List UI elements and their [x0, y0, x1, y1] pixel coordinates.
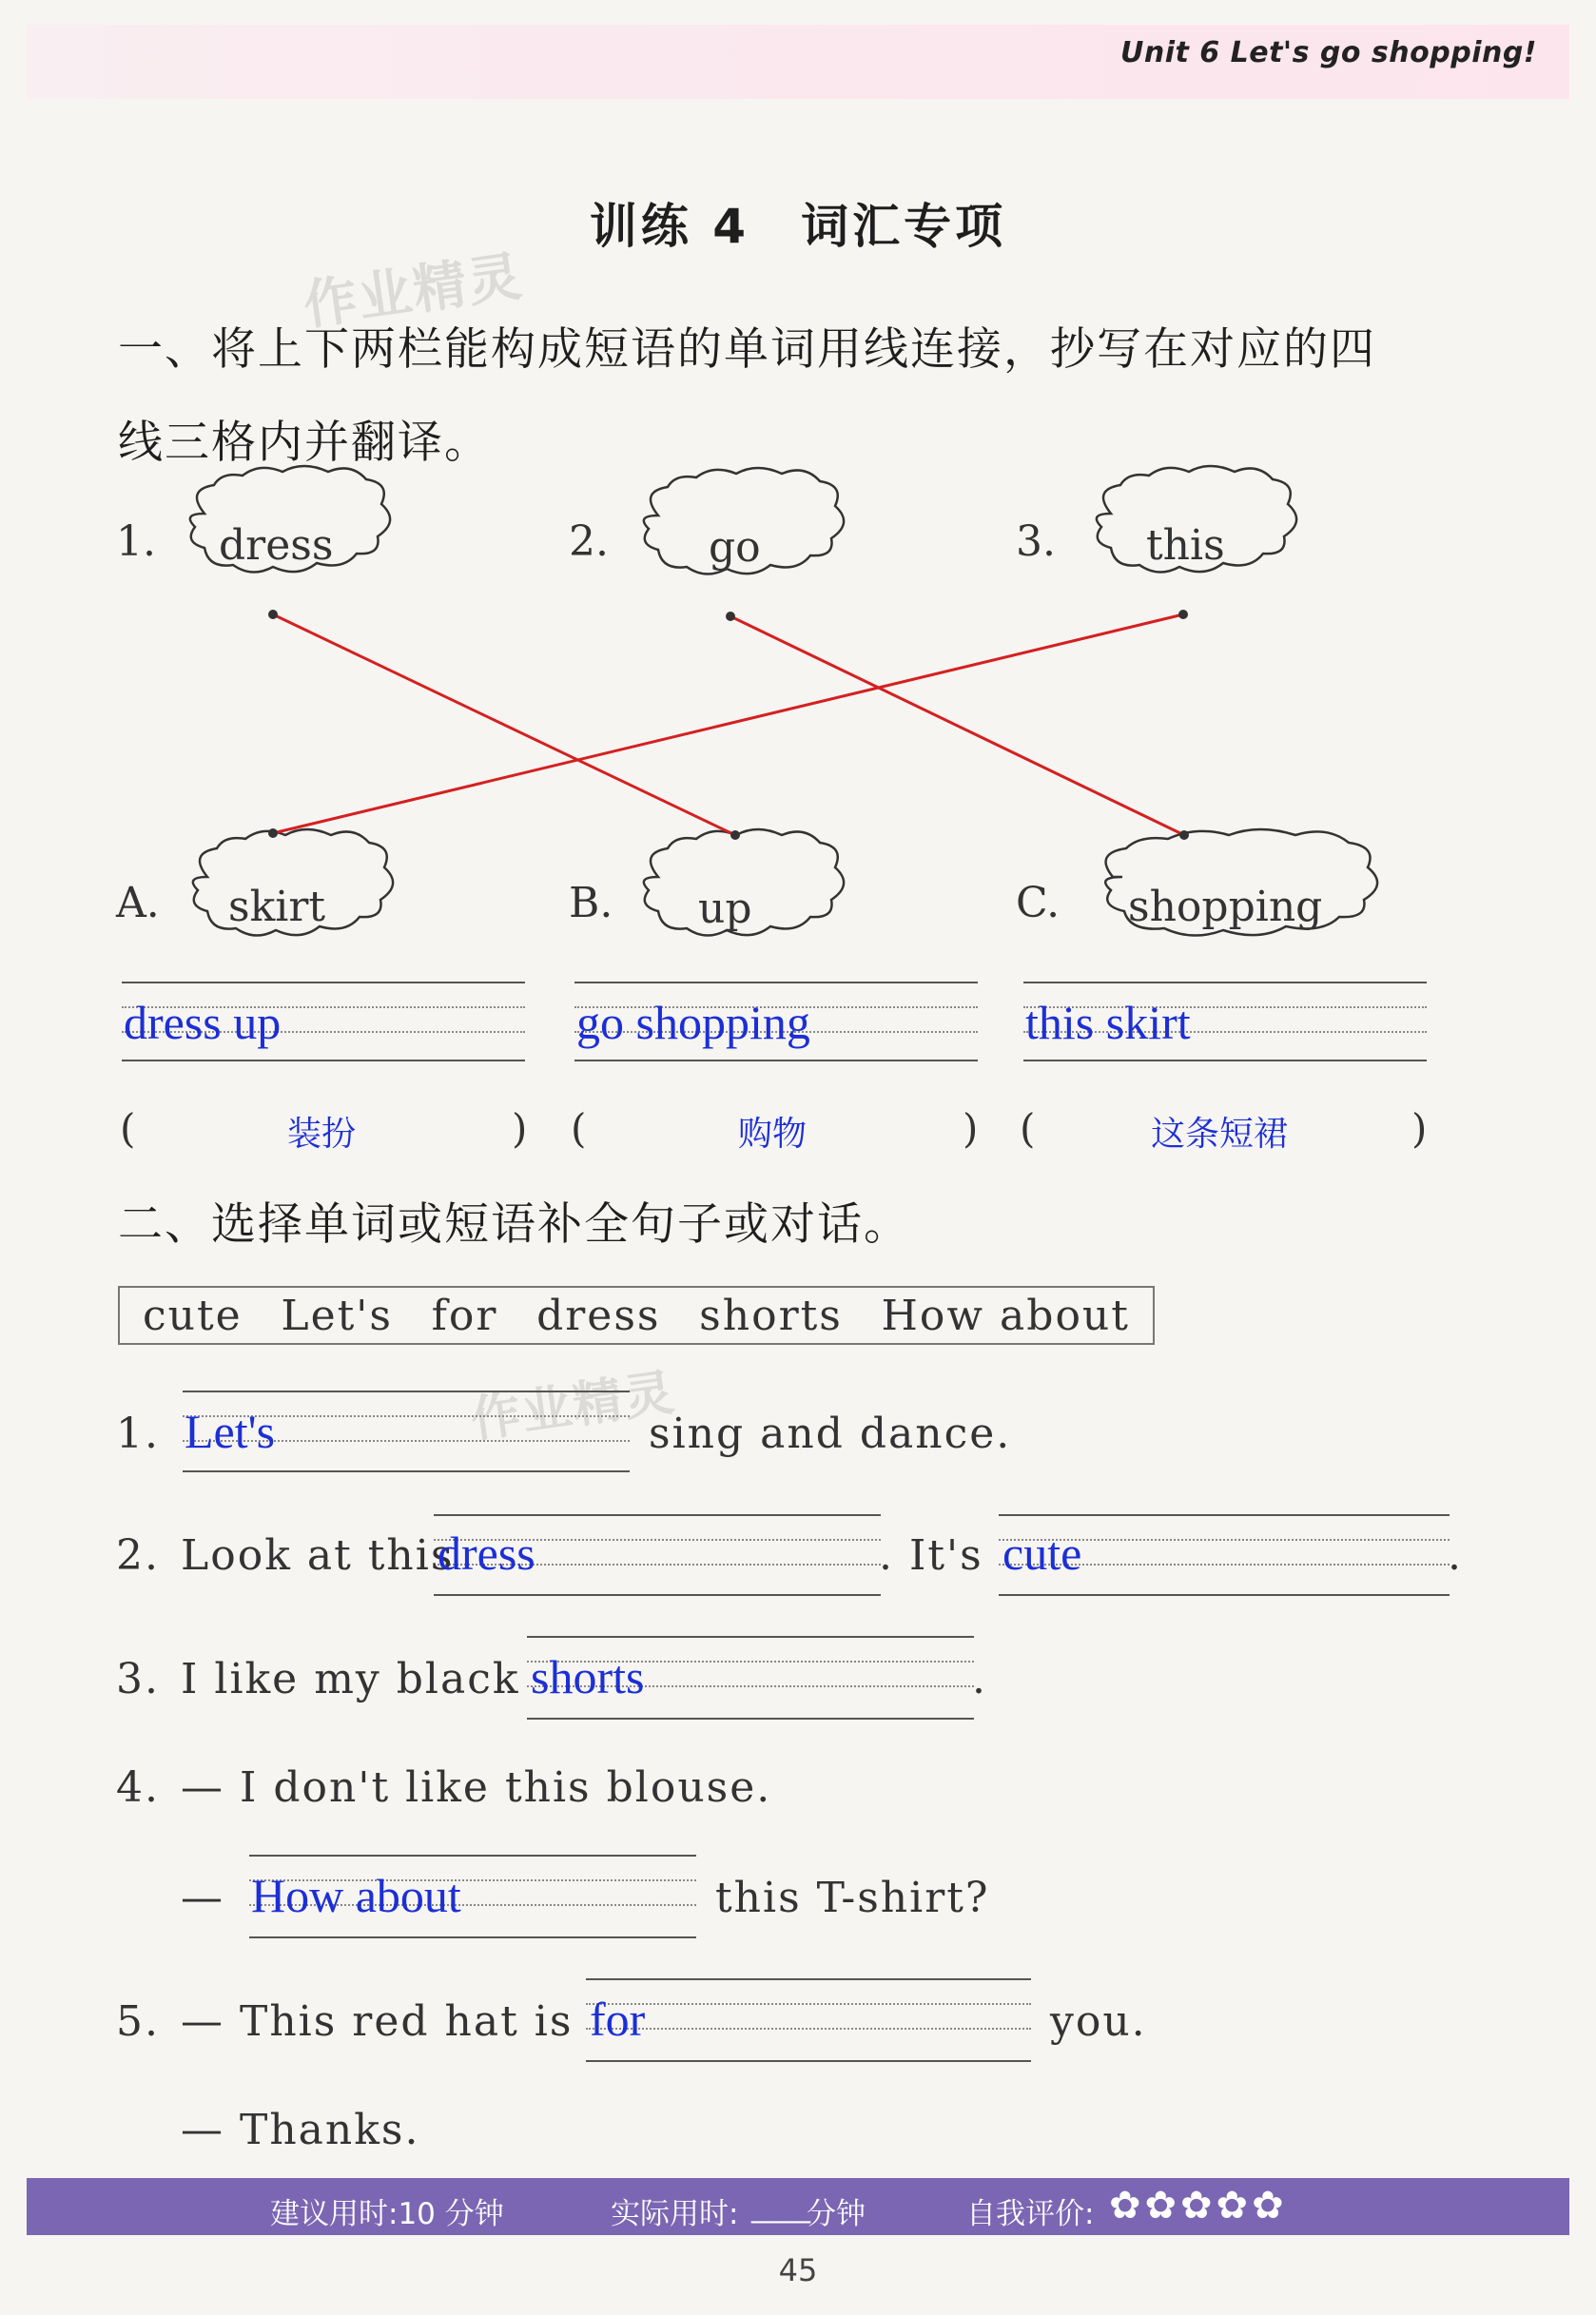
- section2-title: 二、选择单词或短语补全句子或对话。: [118, 1198, 910, 1251]
- item-num-1: 1.: [116, 1410, 160, 1458]
- actual-time-label: 实际用时:: [611, 2197, 739, 2231]
- grid-line: [574, 982, 978, 983]
- page-number: 45: [778, 2252, 818, 2288]
- grid-line: [999, 1514, 1450, 1516]
- answer-item-1: Let's: [185, 1405, 276, 1458]
- bottom-num-a: A.: [116, 879, 160, 927]
- answer-phrase-1: dress up: [124, 996, 282, 1049]
- grid-line: [249, 1855, 696, 1857]
- section1-title-line2: 线三格内并翻译。: [118, 417, 491, 469]
- dot-bottom-b: [730, 830, 740, 840]
- match-line-1-b: [273, 614, 735, 835]
- item-text-3: I like my black: [181, 1655, 520, 1703]
- top-num-3: 3.: [1016, 517, 1056, 566]
- top-num-2: 2.: [569, 517, 609, 566]
- bottom-word-c: shopping: [1128, 883, 1323, 931]
- item-num-2: 2.: [116, 1531, 160, 1580]
- answer-phrase-2: go shopping: [576, 996, 810, 1049]
- dot-top-2: [726, 612, 735, 621]
- bottom-word-b: up: [698, 885, 752, 933]
- paren-close: ): [1411, 1105, 1428, 1152]
- suggested-time: 建议用时:10 分钟: [270, 2197, 504, 2231]
- paren-close: ): [512, 1105, 528, 1152]
- grid-line: [183, 1470, 630, 1472]
- word-bank-item: shorts: [699, 1291, 843, 1340]
- answer-item-2a: dress: [438, 1527, 535, 1580]
- grid-line: [527, 1718, 974, 1720]
- grid-line: [183, 1391, 630, 1392]
- grid-line: [586, 2003, 1031, 2005]
- item-text-1: sing and dance.: [649, 1410, 1012, 1458]
- word-bank-item: How about: [881, 1291, 1130, 1340]
- answer-item-3: shorts: [531, 1650, 645, 1703]
- word-bank-item: for: [431, 1291, 498, 1340]
- item-num-3: 3.: [116, 1655, 160, 1703]
- match-line-2-c: [730, 616, 1184, 835]
- translation-3: 这条短裙: [1151, 1115, 1289, 1154]
- bottom-word-a: skirt: [228, 883, 326, 931]
- dot-bottom-c: [1179, 830, 1189, 840]
- actual-time-unit: 分钟: [807, 2197, 866, 2231]
- answer-item-4: How about: [251, 1869, 461, 1922]
- paren-open: (: [571, 1105, 587, 1152]
- grid-line: [1023, 1060, 1427, 1061]
- item-text-5a: — This red hat is: [181, 1997, 574, 2046]
- item-dash-4: —: [181, 1874, 224, 1922]
- item-num-5: 5.: [116, 1997, 160, 2046]
- top-word-1: dress: [219, 521, 334, 570]
- self-eval-label: 自我评价:: [966, 2197, 1095, 2231]
- word-bank-item: Let's: [281, 1291, 393, 1340]
- grid-line: [574, 1060, 978, 1061]
- footer-band: [27, 2178, 1569, 2235]
- dot-top-3: [1178, 610, 1188, 619]
- item-text-4b: this T-shirt?: [715, 1874, 990, 1922]
- grid-line: [122, 1060, 525, 1061]
- page-title: 训练 4 词汇专项: [589, 199, 1007, 254]
- bottom-num-b: B.: [569, 879, 613, 927]
- actual-time-blank: ____: [751, 2189, 810, 2224]
- grid-line: [586, 2060, 1031, 2062]
- grid-line: [249, 1936, 696, 1938]
- item-text-3-end: .: [972, 1655, 987, 1703]
- paren-close: ): [963, 1105, 979, 1152]
- word-bank-item: dress: [536, 1291, 661, 1340]
- grid-line: [527, 1636, 974, 1638]
- dot-top-1: [268, 610, 278, 619]
- item-text-2c: .: [1448, 1531, 1463, 1580]
- paren-open: (: [1020, 1105, 1036, 1152]
- paren-open: (: [120, 1105, 136, 1152]
- item-text-2a: Look at this: [181, 1531, 455, 1580]
- top-word-2: go: [709, 523, 761, 572]
- word-bank: [118, 1286, 1155, 1345]
- grid-line: [122, 982, 525, 983]
- translation-1: 装扮: [287, 1115, 357, 1154]
- match-line-3-a: [273, 614, 1183, 833]
- flower-rating-icon: ✿✿✿✿✿: [1109, 2184, 1288, 2227]
- top-word-3: this: [1146, 521, 1225, 570]
- grid-line: [434, 1514, 881, 1516]
- answer-item-5: for: [590, 1993, 646, 2046]
- answer-item-2b: cute: [1002, 1527, 1082, 1580]
- section1-title-line1: 一、将上下两栏能构成短语的单词用线连接，抄写在对应的四: [118, 323, 1376, 376]
- translation-2: 购物: [738, 1115, 808, 1154]
- grid-line: [1023, 982, 1427, 983]
- item-text-5b: you.: [1050, 1997, 1147, 2046]
- grid-line: [586, 2028, 1031, 2030]
- grid-line: [434, 1594, 881, 1596]
- unit-title: Unit 6 Let's go shopping!: [1120, 36, 1537, 69]
- watermark: 作业精灵: [467, 1364, 679, 1449]
- item-num-4: 4.: [116, 1763, 160, 1812]
- bottom-num-c: C.: [1016, 879, 1061, 927]
- item-text-4a: — I don't like this blouse.: [181, 1763, 772, 1812]
- watermark: 作业精灵: [300, 245, 528, 338]
- item-text-2b: . It's: [879, 1531, 983, 1580]
- dot-bottom-a: [268, 828, 278, 838]
- item-text-5c: — Thanks.: [181, 2106, 420, 2154]
- word-bank-item: cute: [143, 1291, 243, 1340]
- answer-phrase-3: this skirt: [1025, 996, 1191, 1049]
- grid-line: [999, 1594, 1450, 1596]
- grid-line: [586, 1978, 1031, 1980]
- top-num-1: 1.: [116, 517, 156, 566]
